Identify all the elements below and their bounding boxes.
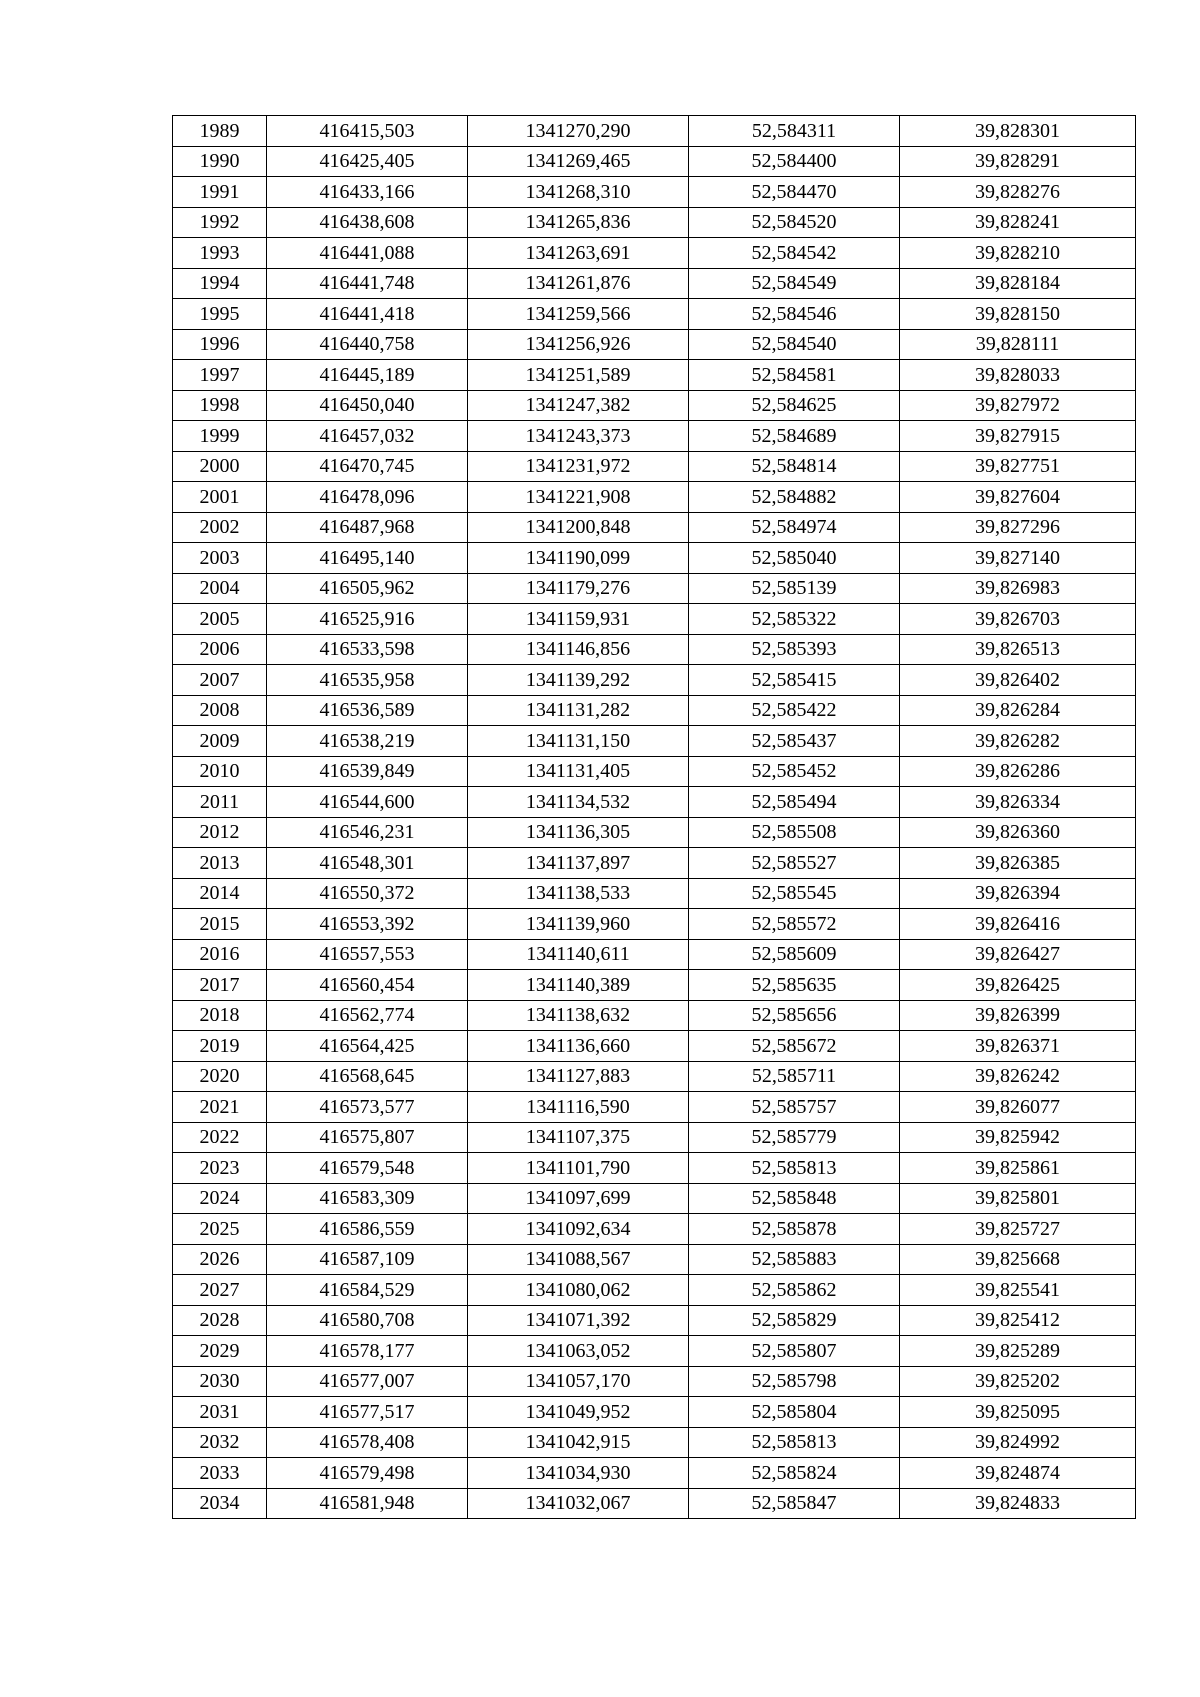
table-row [173, 848, 1136, 879]
point-number-cell: 2028 [173, 1305, 267, 1336]
point-number-cell: 2009 [173, 726, 267, 757]
longitude-cell: 39,826399 [900, 1000, 1136, 1031]
longitude-cell: 39,827140 [900, 543, 1136, 574]
latitude-cell: 52,585711 [689, 1061, 900, 1092]
latitude-cell: 52,585804 [689, 1397, 900, 1428]
point-number-cell: 2015 [173, 909, 267, 940]
latitude-cell: 52,585635 [689, 970, 900, 1001]
point-number-cell: 2007 [173, 665, 267, 696]
y-coordinate-cell: 1341136,660 [468, 1031, 689, 1062]
point-number-cell: 1996 [173, 329, 267, 360]
coordinates-table [172, 115, 1136, 1519]
longitude-cell: 39,825289 [900, 1336, 1136, 1367]
point-number-cell: 2016 [173, 939, 267, 970]
y-coordinate-cell: 1341049,952 [468, 1397, 689, 1428]
longitude-cell: 39,826703 [900, 604, 1136, 635]
x-coordinate-cell: 416560,454 [267, 970, 468, 1001]
x-coordinate-cell: 416544,600 [267, 787, 468, 818]
y-coordinate-cell: 1341269,465 [468, 146, 689, 177]
point-number-cell: 2017 [173, 970, 267, 1001]
longitude-cell: 39,826427 [900, 939, 1136, 970]
table-row [173, 1336, 1136, 1367]
x-coordinate-cell: 416470,745 [267, 451, 468, 482]
x-coordinate-cell: 416578,177 [267, 1336, 468, 1367]
longitude-cell: 39,827604 [900, 482, 1136, 513]
latitude-cell: 52,585813 [689, 1427, 900, 1458]
table-row [173, 573, 1136, 604]
x-coordinate-cell: 416575,807 [267, 1122, 468, 1153]
y-coordinate-cell: 1341080,062 [468, 1275, 689, 1306]
y-coordinate-cell: 1341127,883 [468, 1061, 689, 1092]
x-coordinate-cell: 416568,645 [267, 1061, 468, 1092]
point-number-cell: 2023 [173, 1153, 267, 1184]
point-number-cell: 1989 [173, 116, 267, 147]
point-number-cell: 1998 [173, 390, 267, 421]
latitude-cell: 52,585883 [689, 1244, 900, 1275]
longitude-cell: 39,827915 [900, 421, 1136, 452]
point-number-cell: 1994 [173, 268, 267, 299]
latitude-cell: 52,585572 [689, 909, 900, 940]
table-row [173, 756, 1136, 787]
point-number-cell: 2032 [173, 1427, 267, 1458]
y-coordinate-cell: 1341159,931 [468, 604, 689, 635]
x-coordinate-cell: 416564,425 [267, 1031, 468, 1062]
y-coordinate-cell: 1341268,310 [468, 177, 689, 208]
longitude-cell: 39,826402 [900, 665, 1136, 696]
y-coordinate-cell: 1341092,634 [468, 1214, 689, 1245]
y-coordinate-cell: 1341131,405 [468, 756, 689, 787]
point-number-cell: 1990 [173, 146, 267, 177]
longitude-cell: 39,828291 [900, 146, 1136, 177]
point-number-cell: 2029 [173, 1336, 267, 1367]
x-coordinate-cell: 416441,748 [267, 268, 468, 299]
y-coordinate-cell: 1341134,532 [468, 787, 689, 818]
x-coordinate-cell: 416579,498 [267, 1458, 468, 1489]
point-number-cell: 2021 [173, 1092, 267, 1123]
point-number-cell: 2004 [173, 573, 267, 604]
table-row [173, 1488, 1136, 1519]
table-row [173, 543, 1136, 574]
point-number-cell: 2013 [173, 848, 267, 879]
latitude-cell: 52,585452 [689, 756, 900, 787]
longitude-cell: 39,824833 [900, 1488, 1136, 1519]
x-coordinate-cell: 416577,007 [267, 1366, 468, 1397]
point-number-cell: 2011 [173, 787, 267, 818]
table-row [173, 299, 1136, 330]
y-coordinate-cell: 1341263,691 [468, 238, 689, 269]
latitude-cell: 52,585862 [689, 1275, 900, 1306]
latitude-cell: 52,585393 [689, 634, 900, 665]
x-coordinate-cell: 416536,589 [267, 695, 468, 726]
point-number-cell: 2008 [173, 695, 267, 726]
longitude-cell: 39,826983 [900, 573, 1136, 604]
y-coordinate-cell: 1341190,099 [468, 543, 689, 574]
x-coordinate-cell: 416425,405 [267, 146, 468, 177]
table-row [173, 878, 1136, 909]
y-coordinate-cell: 1341270,290 [468, 116, 689, 147]
x-coordinate-cell: 416445,189 [267, 360, 468, 391]
longitude-cell: 39,828276 [900, 177, 1136, 208]
table-row [173, 1305, 1136, 1336]
latitude-cell: 52,584974 [689, 512, 900, 543]
y-coordinate-cell: 1341137,897 [468, 848, 689, 879]
longitude-cell: 39,828241 [900, 207, 1136, 238]
y-coordinate-cell: 1341136,305 [468, 817, 689, 848]
table-row [173, 1153, 1136, 1184]
y-coordinate-cell: 1341243,373 [468, 421, 689, 452]
longitude-cell: 39,825801 [900, 1183, 1136, 1214]
latitude-cell: 52,584882 [689, 482, 900, 513]
longitude-cell: 39,826360 [900, 817, 1136, 848]
y-coordinate-cell: 1341101,790 [468, 1153, 689, 1184]
latitude-cell: 52,584542 [689, 238, 900, 269]
point-number-cell: 1995 [173, 299, 267, 330]
x-coordinate-cell: 416538,219 [267, 726, 468, 757]
latitude-cell: 52,584814 [689, 451, 900, 482]
longitude-cell: 39,824874 [900, 1458, 1136, 1489]
y-coordinate-cell: 1341088,567 [468, 1244, 689, 1275]
longitude-cell: 39,824992 [900, 1427, 1136, 1458]
latitude-cell: 52,585527 [689, 848, 900, 879]
table-row [173, 451, 1136, 482]
y-coordinate-cell: 1341116,590 [468, 1092, 689, 1123]
longitude-cell: 39,825861 [900, 1153, 1136, 1184]
latitude-cell: 52,585829 [689, 1305, 900, 1336]
longitude-cell: 39,828184 [900, 268, 1136, 299]
table-row [173, 695, 1136, 726]
y-coordinate-cell: 1341139,960 [468, 909, 689, 940]
x-coordinate-cell: 416495,140 [267, 543, 468, 574]
latitude-cell: 52,584470 [689, 177, 900, 208]
table-row [173, 1061, 1136, 1092]
point-number-cell: 2005 [173, 604, 267, 635]
y-coordinate-cell: 1341140,389 [468, 970, 689, 1001]
latitude-cell: 52,585508 [689, 817, 900, 848]
table-row [173, 1275, 1136, 1306]
point-number-cell: 2001 [173, 482, 267, 513]
longitude-cell: 39,826286 [900, 756, 1136, 787]
latitude-cell: 52,585040 [689, 543, 900, 574]
table-row [173, 390, 1136, 421]
latitude-cell: 52,585437 [689, 726, 900, 757]
y-coordinate-cell: 1341131,150 [468, 726, 689, 757]
longitude-cell: 39,826284 [900, 695, 1136, 726]
table-row [173, 1244, 1136, 1275]
longitude-cell: 39,827296 [900, 512, 1136, 543]
latitude-cell: 52,585824 [689, 1458, 900, 1489]
point-number-cell: 2025 [173, 1214, 267, 1245]
x-coordinate-cell: 416557,553 [267, 939, 468, 970]
table-row [173, 329, 1136, 360]
table-row [173, 238, 1136, 269]
point-number-cell: 2034 [173, 1488, 267, 1519]
x-coordinate-cell: 416577,517 [267, 1397, 468, 1428]
y-coordinate-cell: 1341200,848 [468, 512, 689, 543]
point-number-cell: 1997 [173, 360, 267, 391]
table-row [173, 1366, 1136, 1397]
latitude-cell: 52,585813 [689, 1153, 900, 1184]
y-coordinate-cell: 1341042,915 [468, 1427, 689, 1458]
longitude-cell: 39,826242 [900, 1061, 1136, 1092]
table-row [173, 177, 1136, 208]
latitude-cell: 52,584549 [689, 268, 900, 299]
longitude-cell: 39,828033 [900, 360, 1136, 391]
latitude-cell: 52,585779 [689, 1122, 900, 1153]
table-row [173, 1183, 1136, 1214]
table-row [173, 482, 1136, 513]
point-number-cell: 2006 [173, 634, 267, 665]
point-number-cell: 2010 [173, 756, 267, 787]
y-coordinate-cell: 1341138,632 [468, 1000, 689, 1031]
y-coordinate-cell: 1341140,611 [468, 939, 689, 970]
x-coordinate-cell: 416441,088 [267, 238, 468, 269]
latitude-cell: 52,584625 [689, 390, 900, 421]
table-row [173, 634, 1136, 665]
table-row [173, 512, 1136, 543]
y-coordinate-cell: 1341265,836 [468, 207, 689, 238]
x-coordinate-cell: 416478,096 [267, 482, 468, 513]
latitude-cell: 52,584520 [689, 207, 900, 238]
table-row [173, 1397, 1136, 1428]
x-coordinate-cell: 416525,916 [267, 604, 468, 635]
table-row [173, 207, 1136, 238]
table-row [173, 909, 1136, 940]
latitude-cell: 52,585415 [689, 665, 900, 696]
table-row [173, 604, 1136, 635]
table-row [173, 726, 1136, 757]
table-row [173, 1427, 1136, 1458]
longitude-cell: 39,825412 [900, 1305, 1136, 1336]
latitude-cell: 52,585672 [689, 1031, 900, 1062]
x-coordinate-cell: 416548,301 [267, 848, 468, 879]
point-number-cell: 2024 [173, 1183, 267, 1214]
table-row [173, 1122, 1136, 1153]
longitude-cell: 39,825942 [900, 1122, 1136, 1153]
longitude-cell: 39,825202 [900, 1366, 1136, 1397]
point-number-cell: 2019 [173, 1031, 267, 1062]
table-row [173, 268, 1136, 299]
y-coordinate-cell: 1341057,170 [468, 1366, 689, 1397]
x-coordinate-cell: 416533,598 [267, 634, 468, 665]
latitude-cell: 52,584546 [689, 299, 900, 330]
point-number-cell: 1991 [173, 177, 267, 208]
y-coordinate-cell: 1341179,276 [468, 573, 689, 604]
longitude-cell: 39,828150 [900, 299, 1136, 330]
x-coordinate-cell: 416587,109 [267, 1244, 468, 1275]
y-coordinate-cell: 1341063,052 [468, 1336, 689, 1367]
longitude-cell: 39,825095 [900, 1397, 1136, 1428]
y-coordinate-cell: 1341256,926 [468, 329, 689, 360]
y-coordinate-cell: 1341139,292 [468, 665, 689, 696]
x-coordinate-cell: 416450,040 [267, 390, 468, 421]
latitude-cell: 52,585807 [689, 1336, 900, 1367]
longitude-cell: 39,825668 [900, 1244, 1136, 1275]
longitude-cell: 39,826425 [900, 970, 1136, 1001]
x-coordinate-cell: 416579,548 [267, 1153, 468, 1184]
longitude-cell: 39,826077 [900, 1092, 1136, 1123]
x-coordinate-cell: 416505,962 [267, 573, 468, 604]
point-number-cell: 2030 [173, 1366, 267, 1397]
x-coordinate-cell: 416433,166 [267, 177, 468, 208]
latitude-cell: 52,585545 [689, 878, 900, 909]
x-coordinate-cell: 416573,577 [267, 1092, 468, 1123]
point-number-cell: 2031 [173, 1397, 267, 1428]
latitude-cell: 52,585609 [689, 939, 900, 970]
longitude-cell: 39,826513 [900, 634, 1136, 665]
y-coordinate-cell: 1341247,382 [468, 390, 689, 421]
latitude-cell: 52,585847 [689, 1488, 900, 1519]
x-coordinate-cell: 416487,968 [267, 512, 468, 543]
point-number-cell: 2002 [173, 512, 267, 543]
latitude-cell: 52,585798 [689, 1366, 900, 1397]
table-row [173, 146, 1136, 177]
x-coordinate-cell: 416535,958 [267, 665, 468, 696]
table-row [173, 1458, 1136, 1489]
point-number-cell: 2018 [173, 1000, 267, 1031]
y-coordinate-cell: 1341138,533 [468, 878, 689, 909]
y-coordinate-cell: 1341259,566 [468, 299, 689, 330]
x-coordinate-cell: 416581,948 [267, 1488, 468, 1519]
table-row [173, 421, 1136, 452]
x-coordinate-cell: 416457,032 [267, 421, 468, 452]
longitude-cell: 39,828210 [900, 238, 1136, 269]
x-coordinate-cell: 416580,708 [267, 1305, 468, 1336]
x-coordinate-cell: 416586,559 [267, 1214, 468, 1245]
x-coordinate-cell: 416553,392 [267, 909, 468, 940]
table-row [173, 939, 1136, 970]
y-coordinate-cell: 1341034,930 [468, 1458, 689, 1489]
x-coordinate-cell: 416440,758 [267, 329, 468, 360]
x-coordinate-cell: 416578,408 [267, 1427, 468, 1458]
x-coordinate-cell: 416415,503 [267, 116, 468, 147]
table-row [173, 116, 1136, 147]
longitude-cell: 39,826394 [900, 878, 1136, 909]
x-coordinate-cell: 416438,608 [267, 207, 468, 238]
longitude-cell: 39,825727 [900, 1214, 1136, 1245]
y-coordinate-cell: 1341107,375 [468, 1122, 689, 1153]
longitude-cell: 39,828111 [900, 329, 1136, 360]
latitude-cell: 52,584311 [689, 116, 900, 147]
latitude-cell: 52,584689 [689, 421, 900, 452]
table-row [173, 787, 1136, 818]
latitude-cell: 52,585422 [689, 695, 900, 726]
y-coordinate-cell: 1341221,908 [468, 482, 689, 513]
point-number-cell: 2022 [173, 1122, 267, 1153]
y-coordinate-cell: 1341032,067 [468, 1488, 689, 1519]
table-row [173, 817, 1136, 848]
point-number-cell: 2033 [173, 1458, 267, 1489]
latitude-cell: 52,585139 [689, 573, 900, 604]
x-coordinate-cell: 416539,849 [267, 756, 468, 787]
x-coordinate-cell: 416550,372 [267, 878, 468, 909]
point-number-cell: 2027 [173, 1275, 267, 1306]
longitude-cell: 39,827751 [900, 451, 1136, 482]
table-row [173, 1214, 1136, 1245]
longitude-cell: 39,826416 [900, 909, 1136, 940]
latitude-cell: 52,584540 [689, 329, 900, 360]
point-number-cell: 2026 [173, 1244, 267, 1275]
latitude-cell: 52,585656 [689, 1000, 900, 1031]
y-coordinate-cell: 1341146,856 [468, 634, 689, 665]
table-row [173, 360, 1136, 391]
longitude-cell: 39,826371 [900, 1031, 1136, 1062]
coordinates-table-body [173, 116, 1136, 1519]
y-coordinate-cell: 1341097,699 [468, 1183, 689, 1214]
x-coordinate-cell: 416583,309 [267, 1183, 468, 1214]
point-number-cell: 1993 [173, 238, 267, 269]
point-number-cell: 1992 [173, 207, 267, 238]
longitude-cell: 39,825541 [900, 1275, 1136, 1306]
longitude-cell: 39,826282 [900, 726, 1136, 757]
latitude-cell: 52,585848 [689, 1183, 900, 1214]
latitude-cell: 52,584400 [689, 146, 900, 177]
x-coordinate-cell: 416584,529 [267, 1275, 468, 1306]
table-row [173, 665, 1136, 696]
table-row [173, 1000, 1136, 1031]
y-coordinate-cell: 1341261,876 [468, 268, 689, 299]
table-row [173, 1031, 1136, 1062]
longitude-cell: 39,828301 [900, 116, 1136, 147]
y-coordinate-cell: 1341251,589 [468, 360, 689, 391]
point-number-cell: 2020 [173, 1061, 267, 1092]
y-coordinate-cell: 1341071,392 [468, 1305, 689, 1336]
x-coordinate-cell: 416562,774 [267, 1000, 468, 1031]
y-coordinate-cell: 1341231,972 [468, 451, 689, 482]
longitude-cell: 39,826385 [900, 848, 1136, 879]
point-number-cell: 2000 [173, 451, 267, 482]
latitude-cell: 52,585494 [689, 787, 900, 818]
longitude-cell: 39,826334 [900, 787, 1136, 818]
point-number-cell: 2003 [173, 543, 267, 574]
table-row [173, 1092, 1136, 1123]
longitude-cell: 39,827972 [900, 390, 1136, 421]
latitude-cell: 52,585322 [689, 604, 900, 635]
y-coordinate-cell: 1341131,282 [468, 695, 689, 726]
point-number-cell: 1999 [173, 421, 267, 452]
point-number-cell: 2014 [173, 878, 267, 909]
latitude-cell: 52,584581 [689, 360, 900, 391]
x-coordinate-cell: 416546,231 [267, 817, 468, 848]
point-number-cell: 2012 [173, 817, 267, 848]
x-coordinate-cell: 416441,418 [267, 299, 468, 330]
latitude-cell: 52,585878 [689, 1214, 900, 1245]
latitude-cell: 52,585757 [689, 1092, 900, 1123]
table-row [173, 970, 1136, 1001]
